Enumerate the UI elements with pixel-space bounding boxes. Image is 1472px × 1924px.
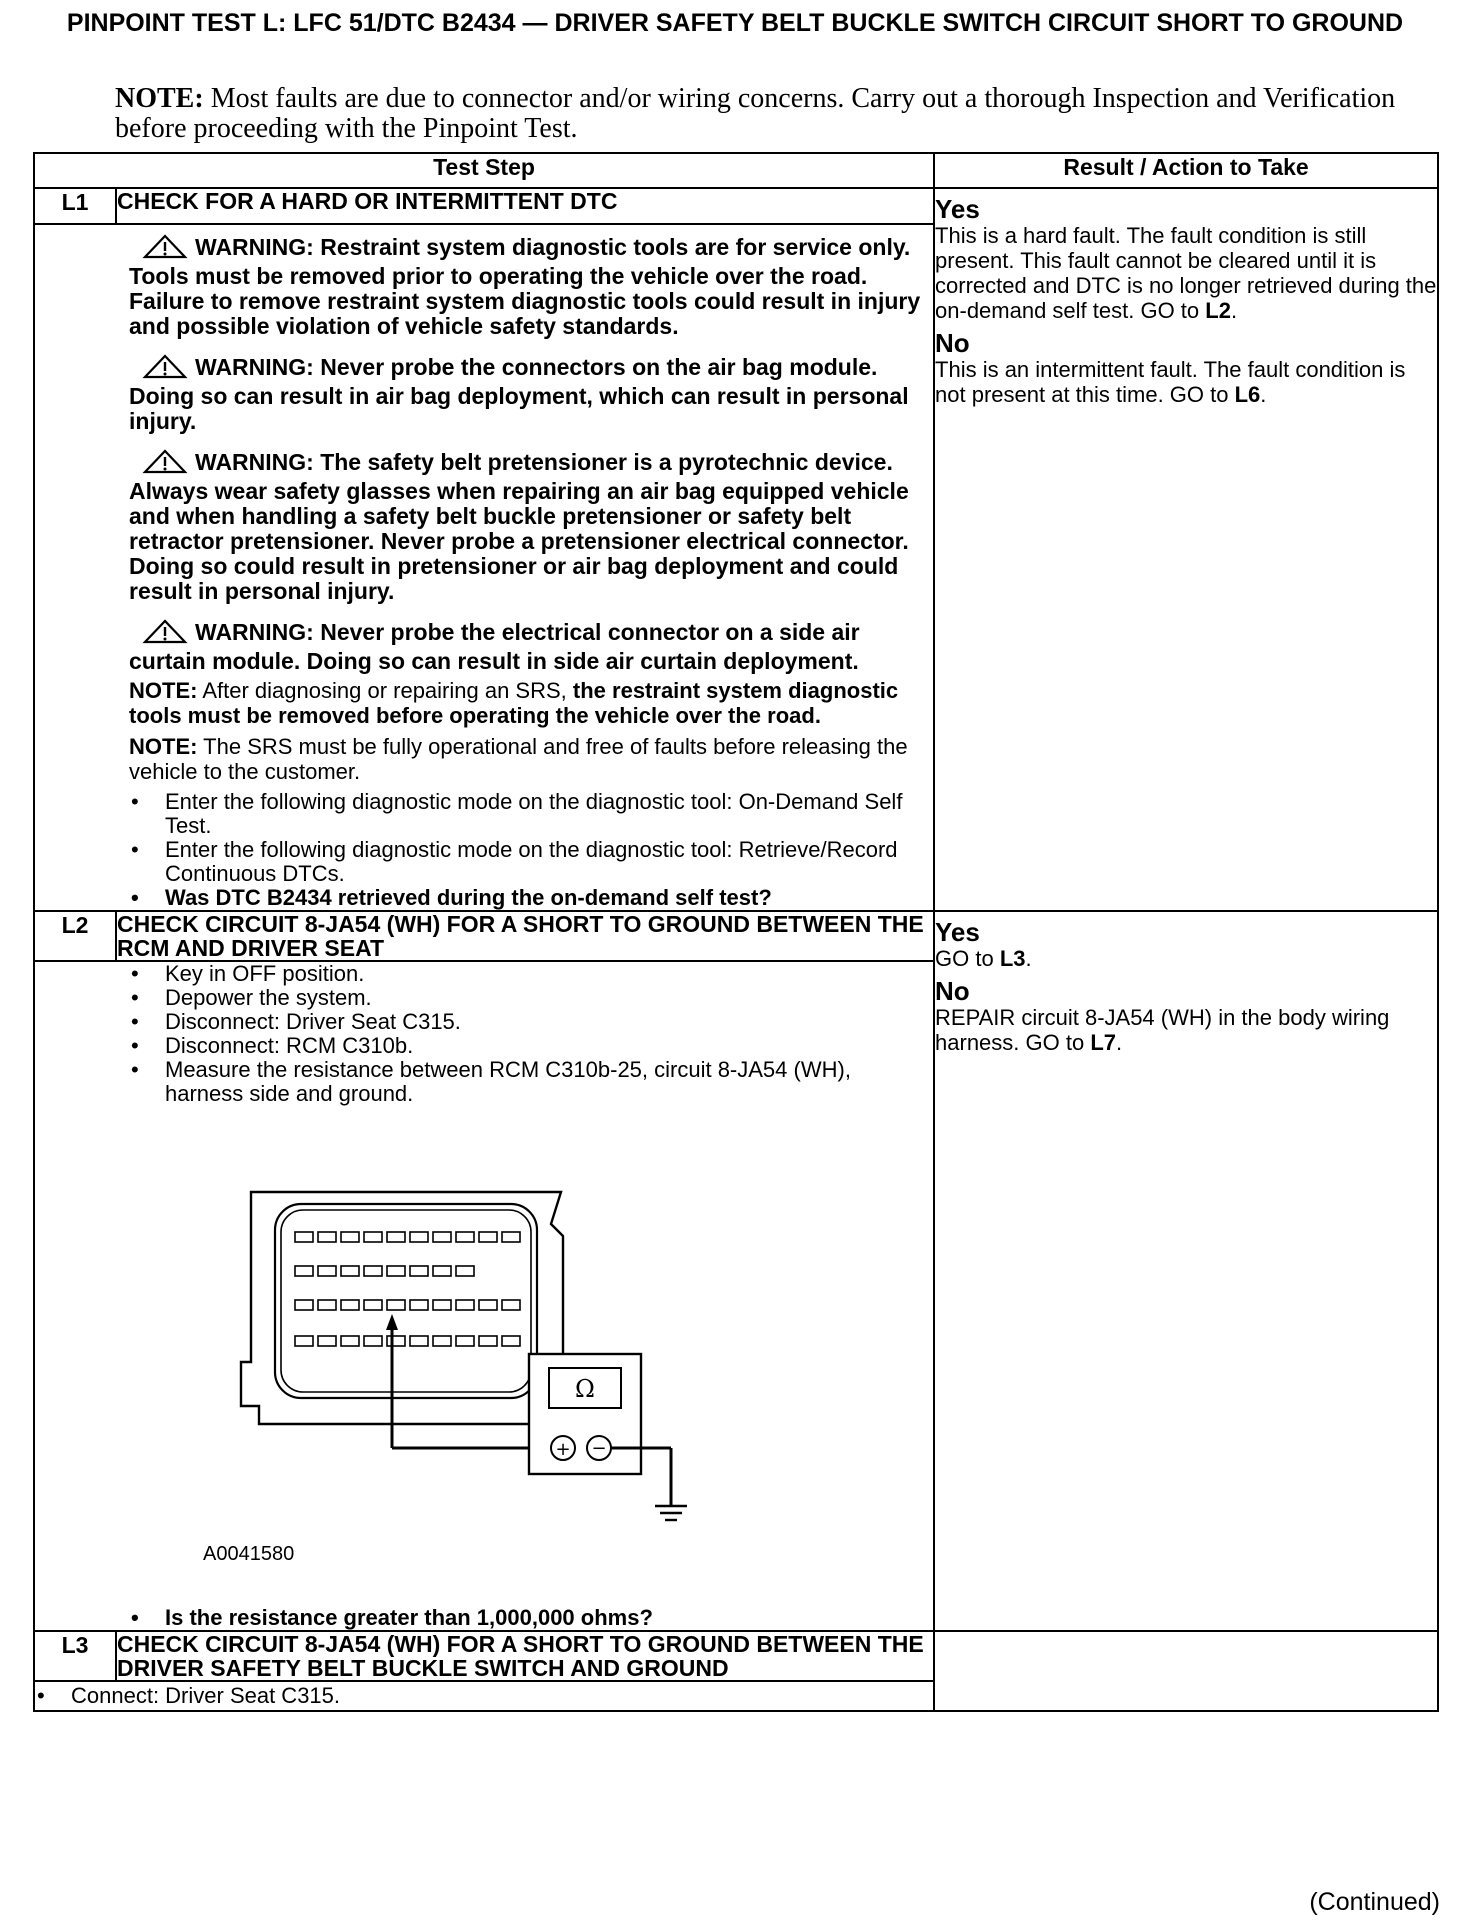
step-id: L1 <box>34 188 116 224</box>
figure-id: A0041580 <box>203 1543 295 1565</box>
yes-action: This is a hard fault. The fault condition is still present. This fault cannot be cleared until it is corrected and DTC is no longer retrieved during the on-demand self test. GO to L2. <box>935 223 1437 323</box>
step-title: CHECK CIRCUIT 8-JA54 (WH) FOR A SHORT TO GROUND BETWEEN THE DRIVER SAFETY BELT BUCKLE SWITCH AND GROUND <box>116 1631 934 1681</box>
list-item: • Measure the resistance between RCM C310b-25, circuit 8-JA54 (WH), harness side and ground. <box>129 1058 933 1106</box>
step-l1-result <box>934 188 1438 911</box>
step-question: • Was DTC B2434 retrieved during the on-demand self test? <box>129 886 933 910</box>
warning-triangle-icon <box>141 233 189 264</box>
goto-link[interactable]: L3 <box>999 946 1026 971</box>
step-body <box>34 1681 934 1711</box>
note-label: NOTE: <box>115 83 204 114</box>
list-item: • Connect: Driver Seat C315. <box>35 1684 933 1708</box>
step-body <box>34 224 934 911</box>
step-l1-title-row <box>34 188 1438 224</box>
list-item: • Enter the following diagnostic mode on the diagnostic tool: On-Demand Self Test. <box>129 790 933 838</box>
warning-block: WARNING: Never probe the connectors on the air bag module. Doing so can result in air bag deployment, which can result in personal injury. <box>129 354 909 434</box>
pinpoint-test-table <box>33 152 1439 1712</box>
step-title: CHECK CIRCUIT 8-JA54 (WH) FOR A SHORT TO GROUND BETWEEN THE RCM AND DRIVER SEAT <box>116 911 934 961</box>
warning-block: WARNING: The safety belt pretensioner is a pyrotechnic device. Always wear safety glasses when repairing an air bag equipped vehicle and when handling a safety belt buckle pretensioner or safety belt retractor pretensioner. Never probe a pretensioner electrical connector. Doing so could result in pretensioner or air bag deployment and could result in personal injury. <box>129 449 909 604</box>
step-list <box>35 1684 933 1708</box>
list-item: • Depower the system. <box>129 986 933 1010</box>
step-body <box>34 961 934 1631</box>
header-result: Result / Action to Take <box>934 153 1438 188</box>
step-list <box>129 962 933 1106</box>
step-id: L2 <box>34 911 116 961</box>
goto-link[interactable]: L7 <box>1090 1030 1116 1055</box>
no-action: This is an intermittent fault. The fault condition is not present at this time. GO to L6. <box>935 357 1406 407</box>
step-l3-title-row <box>34 1631 1438 1681</box>
no-action: REPAIR circuit 8-JA54 (WH) in the body wiring harness. GO to L7. <box>935 1005 1390 1055</box>
goto-link[interactable]: L2 <box>1205 298 1231 323</box>
yes-label: Yes <box>935 917 980 947</box>
goto-link[interactable]: L6 <box>1234 382 1261 407</box>
ground-symbol-icon <box>655 1506 687 1520</box>
no-label: No <box>935 328 970 358</box>
header-test-step: Test Step <box>34 153 934 188</box>
no-label: No <box>935 976 970 1006</box>
warning-triangle-icon <box>141 448 189 479</box>
list-item: • Key in OFF position. <box>129 962 933 986</box>
step-list <box>129 1606 933 1630</box>
minus-terminal: − <box>591 1438 607 1459</box>
continued-label: (Continued) <box>1309 1888 1440 1916</box>
yes-action: GO to L3. <box>935 946 1032 971</box>
step-l2-title-row <box>34 911 1438 961</box>
intro-note <box>115 84 1415 144</box>
step-title: CHECK FOR A HARD OR INTERMITTENT DTC <box>116 188 934 224</box>
note-srs-operational: NOTE: The SRS must be fully operational and free of faults before releasing the vehicle to the customer. <box>129 734 908 784</box>
note-text: Most faults are due to connector and/or wiring concerns. Carry out a thorough Inspection and Verification before proceeding with the Pinpoint Test. <box>115 83 1396 144</box>
step-question: • Is the resistance greater than 1,000,000 ohms? <box>129 1606 933 1630</box>
table-header-row <box>34 153 1438 188</box>
page-title: PINPOINT TEST L: LFC 51/DTC B2434 — DRIVER SAFETY BELT BUCKLE SWITCH CIRCUIT SHORT TO GROUND <box>66 9 1404 37</box>
note-srs-tools: NOTE: After diagnosing or repairing an SRS, the restraint system diagnostic tools must be removed before operating the vehicle over the road. <box>129 678 899 728</box>
warning-triangle-icon <box>141 618 189 649</box>
ohm-symbol: Ω <box>575 1375 595 1403</box>
rcm-connector-ohmmeter-diagram <box>149 1106 709 1546</box>
list-item: • Disconnect: Driver Seat C315. <box>129 1010 933 1034</box>
step-l3-result <box>934 1631 1438 1711</box>
list-item: • Disconnect: RCM C310b. <box>129 1034 933 1058</box>
list-item: • Enter the following diagnostic mode on the diagnostic tool: Retrieve/Record Continuous DTCs. <box>129 838 933 886</box>
step-l2-result <box>934 911 1438 1631</box>
connector-diagram <box>129 1106 933 1606</box>
plus-terminal: + <box>555 1439 571 1460</box>
step-id: L3 <box>34 1631 116 1681</box>
warning-block: WARNING: Restraint system diagnostic tools are for service only. Tools must be removed prior to operating the vehicle over the road. Failure to remove restraint system diagnostic tools could result in injury and possible violation of vehicle safety standards. <box>129 234 921 339</box>
yes-label: Yes <box>935 194 980 224</box>
warning-triangle-icon <box>141 353 189 384</box>
step-list <box>129 790 933 910</box>
warning-block: WARNING: Never probe the electrical connector on a side air curtain module. Doing so can result in side air curtain deployment. <box>129 619 860 674</box>
